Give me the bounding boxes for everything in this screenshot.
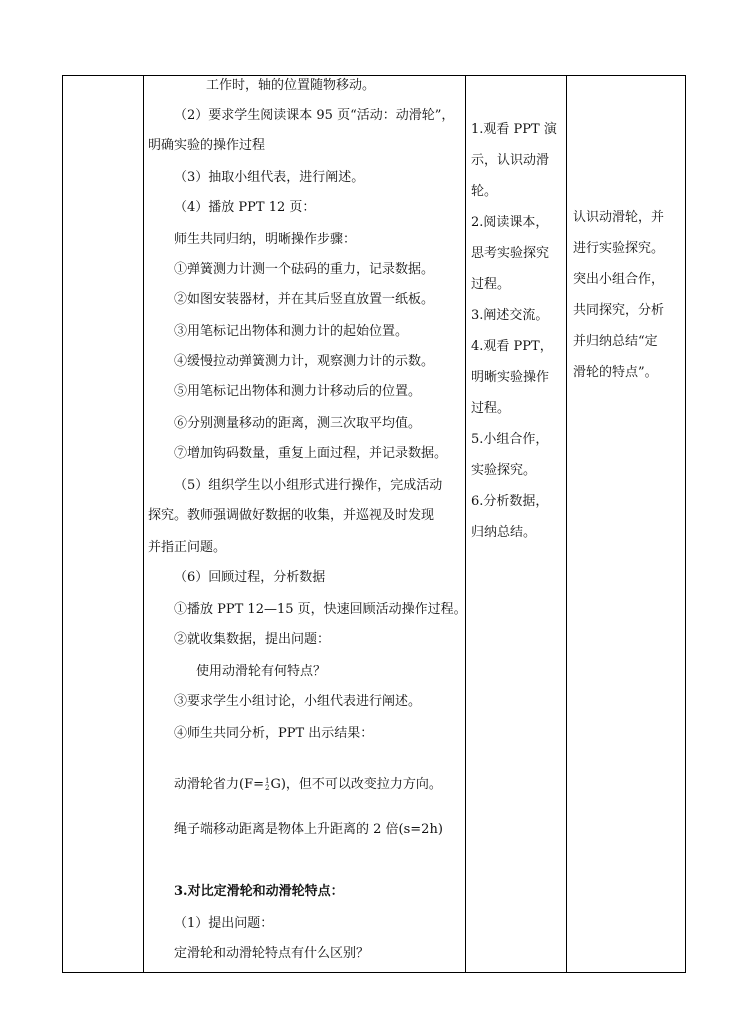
text-line: （6）回顾过程，分析数据 (174, 570, 326, 585)
text-line: （2）要求学生阅读课本 95 页“活动：动滑轮”， (174, 108, 455, 123)
student-line: 3.阐述交流。 (471, 308, 549, 323)
text-line: 定滑轮和动滑轮特点有什么区别？ (174, 946, 370, 961)
student-line: 2.阅读课本， (471, 215, 549, 230)
student-line: 5.小组合作， (471, 432, 549, 447)
table-row (63, 76, 686, 973)
stage-cell (63, 76, 144, 973)
step-line: ③用笔标记出物体和测力计的起始位置。 (174, 324, 409, 339)
step-line: ⑥分别测量移动的距离，测三次取平均值。 (174, 416, 422, 431)
step-line: ④缓慢拉动弹簧测力计，观察测力计的示数。 (174, 354, 435, 369)
text-line: 师生共同归纳，明晰操作步骤： (174, 232, 357, 247)
fraction-denominator: 2 (265, 783, 270, 792)
student-line: 思考实验探究 (471, 246, 550, 261)
student-line: 6.分析数据， (471, 494, 549, 509)
text-line: 并指正问题。 (148, 540, 227, 555)
formula-line (174, 774, 442, 796)
intent-line: 滑轮的特点”。 (573, 365, 658, 380)
formula-suffix: G)，但不可以改变拉力方向。 (270, 777, 442, 792)
text-line: 工作时，轴的位置随物移动。 (206, 78, 376, 93)
text-line: 明确实验的操作过程 (148, 138, 266, 153)
text-line: （1）提出问题： (174, 916, 274, 931)
intent-line: 并归纳总结“定 (573, 334, 658, 349)
text-line: 探究。教师强调做好数据的收集，并巡视及时发现 (148, 508, 435, 523)
teacher-activity-cell (144, 76, 466, 973)
text-line: ③要求学生小组讨论，小组代表进行阐述。 (174, 694, 422, 709)
formula-prefix: 动滑轮省力(F= (174, 777, 264, 792)
step-line: ①弹簧测力计测一个砝码的重力，记录数据。 (174, 262, 435, 277)
step-line: ⑦增加钩码数量，重复上面过程，并记录数据。 (174, 446, 448, 461)
teacher-activity-content (144, 76, 465, 972)
student-line: 4.观看 PPT， (471, 339, 553, 354)
text-line: （4）播放 PPT 12 页： (174, 200, 316, 215)
intent-line: 认识动滑轮，并 (573, 210, 665, 225)
intent-line: 突出小组合作， (573, 272, 665, 287)
lesson-plan-table (62, 75, 686, 973)
step-line: ②如图安装器材，并在其后竖直放置一纸板。 (174, 292, 435, 307)
student-line: 示，认识动滑 (471, 153, 550, 168)
design-intent-cell (567, 76, 686, 973)
text-line: （5）组织学生以小组形式进行操作，完成活动 (174, 478, 443, 493)
student-line: 归纳总结。 (471, 525, 537, 540)
intent-line: 进行实验探究。 (573, 241, 665, 256)
text-line: ②就收集数据，提出问题： (174, 632, 331, 647)
text-line: ①播放 PPT 12—15 页，快速回顾活动操作过程。 (174, 602, 467, 617)
student-line: 过程。 (471, 277, 511, 292)
student-line: 1.观看 PPT 演 (471, 122, 557, 137)
intent-line: 共同探究，分析 (573, 303, 665, 318)
question-line: 使用动滑轮有何特点？ (196, 664, 327, 679)
student-line: 明晰实验操作 (471, 370, 550, 385)
text-line: ④师生共同分析，PPT 出示结果： (174, 726, 374, 741)
student-activity-content (466, 76, 566, 548)
section-title: 3.对比定滑轮和动滑轮特点： (174, 884, 344, 899)
design-intent-content (567, 76, 685, 388)
student-line: 轮。 (471, 184, 498, 199)
student-activity-cell (466, 76, 567, 973)
step-line: ⑤用笔标记出物体和测力计移动后的位置。 (174, 384, 422, 399)
student-line: 过程。 (471, 401, 511, 416)
student-line: 实验探究。 (471, 463, 537, 478)
fraction (265, 778, 269, 792)
fraction-numerator: 1 (265, 776, 270, 785)
text-line: （3）抽取小组代表，进行阐述。 (174, 170, 365, 185)
text-line: 绳子端移动距离是物体上升距离的 2 倍(s=2h) (174, 822, 443, 837)
